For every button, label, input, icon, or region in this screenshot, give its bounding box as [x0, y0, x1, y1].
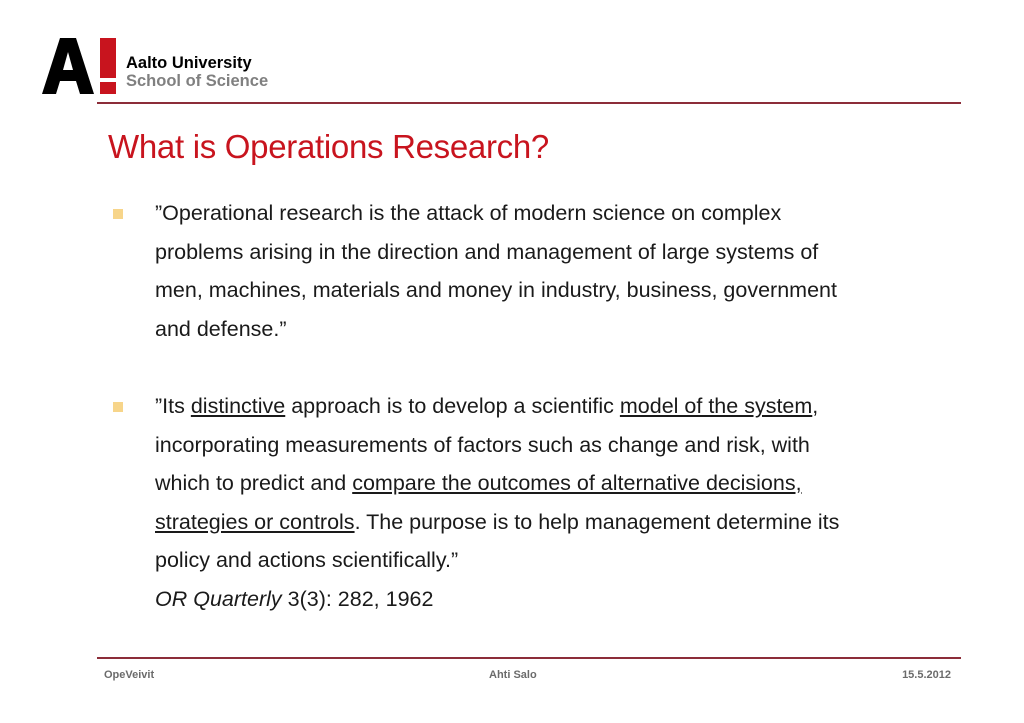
- bullet1-line: men, machines, materials and money in industry, business, government: [155, 278, 837, 302]
- logo-school-name: School of Science: [126, 72, 269, 90]
- logo-university-name: Aalto University: [126, 54, 252, 72]
- citation-journal: OR Quarterly: [155, 586, 282, 611]
- bullet1-line: problems arising in the direction and management of large systems of: [155, 239, 819, 264]
- header-divider: [97, 102, 961, 104]
- aalto-a-exclamation-logo-icon: [42, 36, 122, 96]
- bullet2-line: incorporating measurements of factors such as change and risk, with: [155, 432, 810, 457]
- underlined-term-model: model of the system: [619, 394, 813, 418]
- bullet1-line: ”Operational research is the attack of modern science on complex: [155, 201, 782, 225]
- bullet2-line: [155, 387, 955, 426]
- footer-date: 15.5.2012: [902, 669, 951, 681]
- text-run: approach is to develop a scientific: [285, 394, 620, 418]
- text-run: . The purpose is to help management determine its: [354, 509, 840, 534]
- bullet-text-1: [155, 194, 955, 348]
- bullet-square-icon: [113, 209, 123, 219]
- underlined-term-strategies: strategies or controls: [155, 509, 355, 534]
- underlined-term-distinctive: distinctive: [190, 394, 286, 418]
- text-run: ,: [812, 394, 819, 418]
- bullet-text-2: [155, 387, 955, 618]
- slide-title: What is Operations Research?: [108, 128, 549, 165]
- logo-text: [126, 54, 268, 90]
- bullet-square-icon: [113, 402, 123, 412]
- text-run: ”Its: [155, 394, 191, 418]
- underlined-term-compare: compare the outcomes of alternative decisions,: [352, 471, 802, 495]
- bullet1-line: and defense.”: [155, 316, 287, 341]
- footer-author: Ahti Salo: [489, 669, 537, 681]
- bullet2-line: [155, 503, 955, 542]
- footer-course: OpeVeivit: [104, 669, 155, 681]
- citation: [155, 580, 955, 619]
- citation-details: 3(3): 282, 1962: [281, 586, 434, 611]
- bullet2-line: [155, 464, 955, 503]
- footer-divider: [97, 657, 961, 659]
- text-run: which to predict and: [155, 471, 353, 495]
- bullet2-line: policy and actions scientifically.”: [155, 548, 459, 572]
